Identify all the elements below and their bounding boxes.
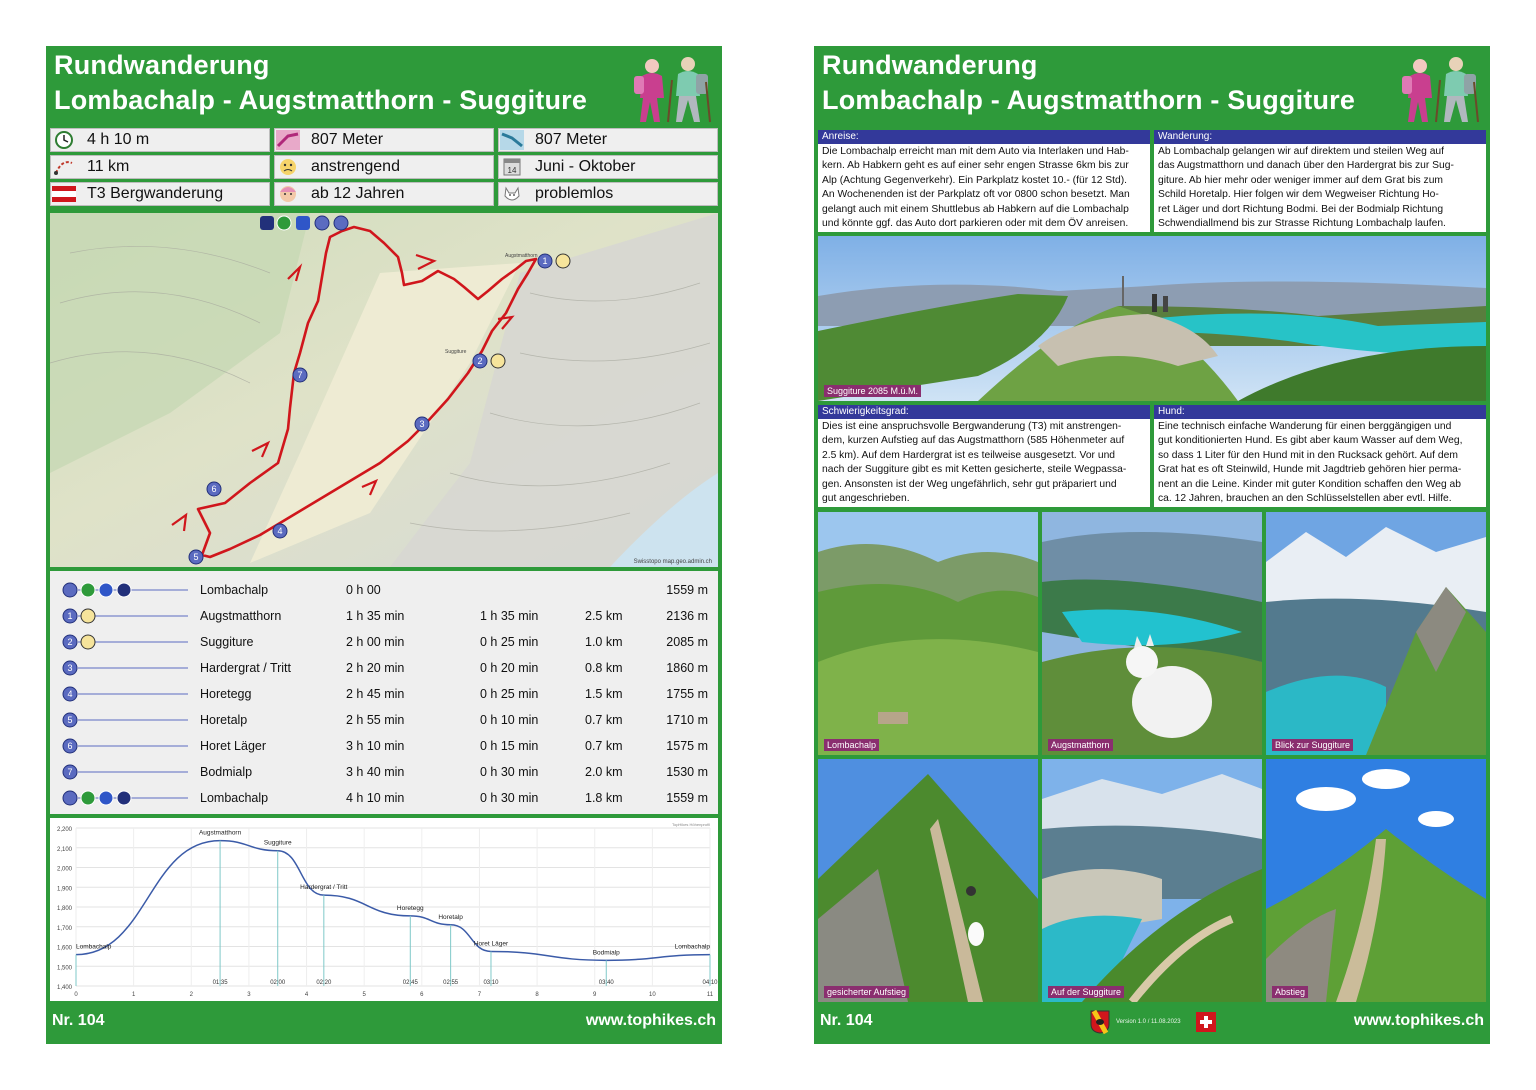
fact-distance: 11 km (50, 155, 270, 179)
anreise-box (818, 130, 1150, 232)
total-time: 2 h 45 min (346, 687, 405, 701)
altitude: 1575 m (666, 739, 708, 753)
altitude: 1559 m (666, 791, 708, 805)
ascent-icon (276, 130, 300, 150)
dog-box (1154, 405, 1486, 507)
wanderung-heading: Wanderung: (1154, 130, 1486, 144)
dog-icon (500, 184, 524, 204)
photo-caption: Augstmatthorn (1048, 739, 1113, 751)
profile-time-label: 02:00 (270, 980, 286, 986)
wanderung-box (1154, 130, 1486, 232)
profile-time-label: 01:35 (212, 980, 228, 986)
fact-descent: 807 Meter (498, 128, 718, 152)
y-tick-label: 1,400 (56, 985, 72, 991)
segment-distance: 2.0 km (585, 765, 623, 779)
x-tick-label: 0 (74, 992, 78, 998)
altitude: 2136 m (666, 609, 708, 623)
altitude: 1710 m (666, 713, 708, 727)
difficulty-flag-icon (52, 184, 76, 204)
segment-distance: 1.8 km (585, 791, 623, 805)
profile-point-label: Horetalp (438, 913, 463, 921)
fact-difficulty: T3 Bergwanderung (50, 182, 270, 206)
svg-text:2: 2 (477, 356, 483, 366)
photo-caption: Suggiture 2085 M.ü.M. (824, 385, 921, 397)
profile-point-label: Lombachalp (76, 943, 112, 951)
segment-time: 1 h 35 min (480, 609, 539, 623)
version-info: Version 1.0 / 11.08.2023 (1116, 1019, 1181, 1025)
profile-time-label: 02:55 (443, 980, 459, 986)
distance-icon (52, 157, 76, 177)
x-tick-label: 4 (304, 992, 309, 998)
right-footer (814, 1002, 1490, 1044)
y-tick-label: 1,800 (56, 906, 72, 912)
segment-distance: 1.5 km (585, 687, 623, 701)
elevation-profile-chart (50, 818, 718, 1001)
difficulty-box (818, 405, 1150, 507)
footer-emblems (1086, 1010, 1222, 1036)
segment-time: 0 h 25 min (480, 635, 539, 649)
table-row (50, 759, 718, 785)
swiss-flag-icon (1196, 1012, 1216, 1032)
fact-dog: problemlos (498, 182, 718, 206)
fact-children: ab 12 Jahren (274, 182, 494, 206)
segment-time: 0 h 30 min (480, 791, 539, 805)
segment-time: 0 h 25 min (480, 687, 539, 701)
elevation-line (76, 841, 710, 961)
effort-icon (276, 157, 300, 177)
table-row (50, 681, 718, 707)
svg-text:4: 4 (277, 526, 283, 536)
profile-time-label: 02:45 (402, 980, 418, 986)
waypoint-marker-icon (60, 785, 200, 811)
waypoint-marker-icon (60, 733, 200, 759)
profile-point-label: Bodmialp (592, 949, 620, 957)
photo-caption: Blick zur Suggiture (1272, 739, 1353, 751)
x-tick-label: 6 (420, 992, 424, 998)
page-title: Rundwanderung (54, 50, 270, 80)
page-title: Rundwanderung (822, 50, 1038, 80)
website-link[interactable]: www.tophikes.ch (1353, 1012, 1484, 1029)
profile-point-label: Suggiture (263, 839, 292, 847)
anreise-heading: Anreise: (818, 130, 1150, 144)
svg-text:Suggiture: Suggiture (445, 349, 467, 355)
photo-auf-der-suggiture (1042, 759, 1262, 1002)
wanderung-text: Ab Lombachalp gelangen wir auf direktem und steilen Weg auf das Augstmatthorn und danach über den Hardergrat bis zur Sug- giture. Ab hier mehr oder weniger immer auf dem Grat bis zum Schild Horetalp. Hier folgen wir dem Wegweiser Richtung Ho- ret Läger und dort Richtung Bodmi. Bei der Bodmialp Richtung Schwendiallmend bis zur Strasse Richtung Lombachalp laufen. (1158, 146, 1454, 230)
x-tick-label: 5 (362, 992, 366, 998)
altitude: 1559 m (666, 583, 708, 597)
segment-distance: 1.0 km (585, 635, 623, 649)
waypoint-name: Augstmatthorn (200, 609, 282, 623)
photo-lombachalp (818, 512, 1038, 755)
svg-text:1: 1 (542, 256, 548, 266)
photo-gesicherter-aufstieg (818, 759, 1038, 1002)
waypoint-marker-icon (60, 759, 200, 785)
right-page (814, 46, 1490, 1044)
waypoint-name: Horet Läger (200, 739, 267, 753)
profile-point-label: Augstmatthorn (198, 829, 242, 837)
right-header (814, 46, 1490, 126)
photo-augstmatthorn (1042, 512, 1262, 755)
photo-caption: Lombachalp (824, 739, 879, 751)
x-tick-label: 3 (247, 992, 251, 998)
table-row (50, 603, 718, 629)
table-row (50, 577, 718, 603)
profile-credit: TopHikes Höhenprofil (671, 822, 710, 827)
total-time: 0 h 00 (346, 583, 381, 597)
svg-text:2: 2 (67, 637, 73, 647)
y-tick-label: 2,000 (56, 866, 72, 873)
profile-time-label: 04:10 (702, 980, 718, 986)
waypoint-name: Horetegg (200, 687, 252, 701)
segment-distance: 2.5 km (585, 609, 623, 623)
panorama-photo (818, 236, 1486, 401)
descent-icon (500, 130, 524, 150)
total-time: 3 h 40 min (346, 765, 405, 779)
route-title: Lombachalp - Augstmatthorn - Suggiture (54, 85, 588, 115)
fact-season: 14 Juni - Oktober (498, 155, 718, 179)
profile-point-label: Horetegg (396, 904, 424, 912)
profile-time-label: 02:20 (316, 980, 332, 986)
y-tick-label: 2,100 (56, 846, 72, 853)
y-tick-label: 1,500 (56, 965, 72, 972)
tour-number: Nr. 104 (820, 1012, 873, 1029)
dog-heading: Hund: (1154, 405, 1486, 419)
waypoint-table (50, 571, 718, 814)
fact-effort: anstrengend (274, 155, 494, 179)
photo-caption: gesicherter Aufstieg (824, 986, 909, 998)
anreise-text: Die Lombachalp erreicht man mit dem Auto via Interlaken und Hab- kern. Ab Habkern geht es auf einer sehr engen Strasse 6km bis zur Alp (Achtung Gegenverkehr). Ein Parkplatz kostet 10.- (für 12 Std). An Wochenenden ist der Parkplatz oft vor 0800 schon besetzt. Man gelangt auch mit einem Shuttlebus ab Habkern auf die Lombachalp und könnte ggf. das Auto dort parkieren oder mit dem ÖV anreisen. (822, 146, 1130, 230)
svg-text:5: 5 (67, 715, 73, 725)
svg-text:7: 7 (297, 370, 303, 380)
hikers-logo-icon (1396, 52, 1482, 124)
left-header (46, 46, 722, 126)
svg-text:7: 7 (67, 767, 73, 777)
photo-blick-suggiture (1266, 512, 1486, 755)
hikers-logo-icon (628, 52, 714, 124)
svg-text:3: 3 (419, 419, 425, 429)
svg-text:5: 5 (193, 552, 199, 562)
difficulty-text: Dies ist eine anspruchsvolle Bergwanderung (T3) mit anstrengen- dem, kurzen Aufstieg auf das Augstmatthorn (585 Höhenmeter auf 2.5 km). Auf dem Hardergrat ist es teilweise ausgesetzt. Vor und nach der Suggiture gibt es mit Ketten gesicherte, steile Wegpassa- gen. Ansonsten ist der Weg ungefährlich, sehr gut präpariert und gut angeschrieben. (822, 421, 1127, 505)
profile-point-label: Horet Läger (473, 940, 509, 948)
map-credit: Swisstopo map.geo.admin.ch (633, 559, 712, 565)
total-time: 3 h 10 min (346, 739, 405, 753)
tour-facts (50, 128, 718, 208)
total-time: 2 h 55 min (346, 713, 405, 727)
waypoint-marker-icon (60, 577, 200, 603)
y-tick-label: 1,900 (56, 886, 72, 893)
tour-number: Nr. 104 (52, 1012, 105, 1029)
waypoint-name: Lombachalp (200, 791, 269, 805)
waypoint-name: Suggiture (200, 635, 254, 649)
svg-text:6: 6 (67, 741, 73, 751)
y-tick-label: 2,200 (56, 827, 72, 833)
total-time: 2 h 20 min (346, 661, 405, 675)
profile-point-label: Hardergrat / Tritt (300, 884, 348, 892)
waypoint-marker-icon (60, 655, 200, 681)
calendar-icon (500, 157, 524, 177)
segment-distance: 0.8 km (585, 661, 623, 675)
website-link[interactable]: www.tophikes.ch (585, 1012, 716, 1029)
photo-caption: Abstieg (1272, 986, 1308, 998)
total-time: 4 h 10 min (346, 791, 405, 805)
left-footer (46, 1002, 722, 1044)
y-tick-label: 1,600 (56, 945, 72, 952)
profile-point-label: Lombachalp (674, 943, 710, 951)
x-tick-label: 9 (593, 992, 597, 998)
segment-time: 0 h 30 min (480, 765, 539, 779)
child-icon (276, 184, 300, 204)
total-time: 2 h 00 min (346, 635, 405, 649)
route-title: Lombachalp - Augstmatthorn - Suggiture (822, 85, 1356, 115)
x-tick-label: 11 (706, 992, 714, 998)
segment-time: 0 h 10 min (480, 713, 539, 727)
waypoint-marker-icon (60, 629, 200, 655)
fact-duration: 4 h 10 m (50, 128, 270, 152)
bern-coat-of-arms-icon (1090, 1010, 1110, 1034)
table-row (50, 655, 718, 681)
table-row (50, 733, 718, 759)
photo-caption: Auf der Suggiture (1048, 986, 1124, 998)
segment-time: 0 h 20 min (480, 661, 539, 675)
photo-abstieg (1266, 759, 1486, 1002)
altitude: 1860 m (666, 661, 708, 675)
segment-time: 0 h 15 min (480, 739, 539, 753)
profile-time-label: 03:40 (598, 980, 614, 986)
table-row (50, 785, 718, 811)
difficulty-heading: Schwierigkeitsgrad: (818, 405, 1150, 419)
x-tick-label: 10 (649, 992, 656, 998)
elevation-profile (50, 818, 718, 1001)
y-tick-label: 1,700 (56, 925, 72, 932)
segment-distance: 0.7 km (585, 739, 623, 753)
waypoint-marker-icon (60, 707, 200, 733)
waypoint-name: Bodmialp (200, 765, 253, 779)
svg-text:1: 1 (67, 611, 73, 621)
waypoint-name: Hardergrat / Tritt (200, 661, 291, 675)
fact-ascent: 807 Meter (274, 128, 494, 152)
x-tick-label: 8 (535, 992, 539, 998)
segment-distance: 0.7 km (585, 713, 623, 727)
route-map (50, 213, 718, 567)
altitude: 2085 m (666, 635, 708, 649)
altitude: 1530 m (666, 765, 708, 779)
table-row (50, 629, 718, 655)
x-tick-label: 1 (131, 992, 136, 998)
profile-time-label: 03:10 (483, 980, 499, 986)
x-tick-label: 2 (189, 992, 193, 998)
svg-text:3: 3 (67, 663, 73, 673)
waypoint-marker-icon (60, 603, 200, 629)
altitude: 1755 m (666, 687, 708, 701)
waypoint-name: Lombachalp (200, 583, 269, 597)
table-row (50, 707, 718, 733)
svg-text:6: 6 (211, 484, 217, 494)
waypoint-marker-icon (60, 681, 200, 707)
waypoint-name: Horetalp (200, 713, 248, 727)
dog-text: Eine technisch einfache Wanderung für einen berggängigen und gut konditionierten Hund. Es gibt aber kaum Wasser auf dem Weg, so dass 1 Liter für den Hund mit in den Rucksack gehört. Auf dem Grat hat es oft Steinwild, Hunde mit Jagdtrieb gehören hier perma- nent an die Leine. Kinder mit guter Kondition schaffen den Weg ab ca. 12 Jahren, brauchen an den Schlüsselstellen aber evtl. Hilfe. (1158, 421, 1463, 505)
svg-text:14: 14 (507, 166, 517, 175)
total-time: 1 h 35 min (346, 609, 405, 623)
clock-icon (52, 130, 76, 150)
topographic-map (50, 213, 718, 567)
left-page (46, 46, 722, 1044)
x-tick-label: 7 (477, 992, 482, 998)
svg-text:4: 4 (67, 689, 73, 699)
svg-text:Augstmatthorn: Augstmatthorn (505, 253, 538, 259)
